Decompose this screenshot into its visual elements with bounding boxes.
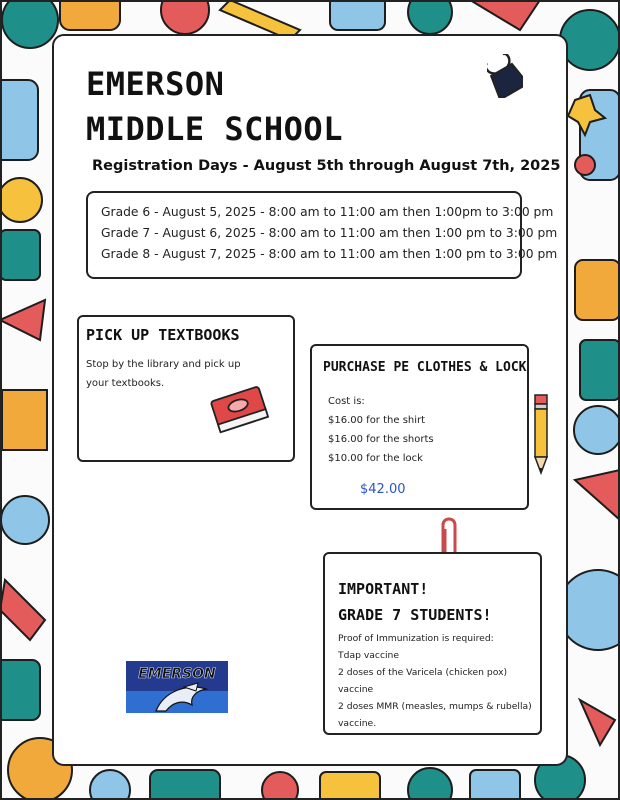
book-icon xyxy=(210,381,270,435)
pencil-icon xyxy=(530,393,552,477)
page-title xyxy=(86,62,343,152)
title-line-2: MIDDLE SCHOOL xyxy=(86,110,343,148)
important-line-3: 2 doses of the Varicela (chicken pox) vaccine xyxy=(338,667,508,695)
binder-clip-icon xyxy=(487,54,523,98)
important-line-2: Tdap vaccine xyxy=(338,650,400,661)
title-line-1: EMERSON xyxy=(86,65,225,103)
pe-total: $42.00 xyxy=(360,482,406,497)
schedule-line-grade-8: Grade 8 - August 7, 2025 - 8:00 am to 11:00 am then 1:00 pm to 3:00 pm xyxy=(101,247,558,261)
schedule-line-grade-7: Grade 7 - August 6, 2025 - 8:00 am to 11:00 am then 1:00 pm to 3:00 pm xyxy=(101,226,558,240)
textbooks-heading: PICK UP TEXTBOOKS xyxy=(86,326,240,344)
emerson-logo xyxy=(126,661,228,713)
pe-clothes-box xyxy=(310,344,529,510)
schedule-line-grade-6: Grade 6 - August 5, 2025 - 8:00 am to 11:00 am then 1:00pm to 3:00 pm xyxy=(101,205,554,219)
pe-cost-label: Cost is: xyxy=(328,396,365,407)
textbooks-body: Stop by the library and pick up your textbooks. xyxy=(86,359,241,389)
important-text xyxy=(338,630,538,732)
pe-cost-shirt: $16.00 for the shirt xyxy=(328,415,426,426)
important-heading xyxy=(338,576,492,628)
pe-heading: PURCHASE PE CLOTHES & LOCK xyxy=(323,360,527,375)
logo-text: EMERSON xyxy=(138,666,216,682)
pe-cost-shorts: $16.00 for the shorts xyxy=(328,434,434,445)
pe-cost-lock: $10.00 for the lock xyxy=(328,453,423,464)
registration-heading: Registration Days - August 5th through August 7th, 2025 xyxy=(92,158,561,174)
important-line-1: Proof of Immunization is required: xyxy=(338,633,494,644)
pe-cost-list xyxy=(328,392,434,468)
important-heading-line-1: IMPORTANT! xyxy=(338,580,429,598)
important-heading-line-2: GRADE 7 STUDENTS! xyxy=(338,606,492,624)
important-box xyxy=(323,552,542,735)
important-line-4: 2 doses MMR (measles, mumps & rubella) vaccine. xyxy=(338,701,532,729)
schedule-box xyxy=(86,191,558,279)
